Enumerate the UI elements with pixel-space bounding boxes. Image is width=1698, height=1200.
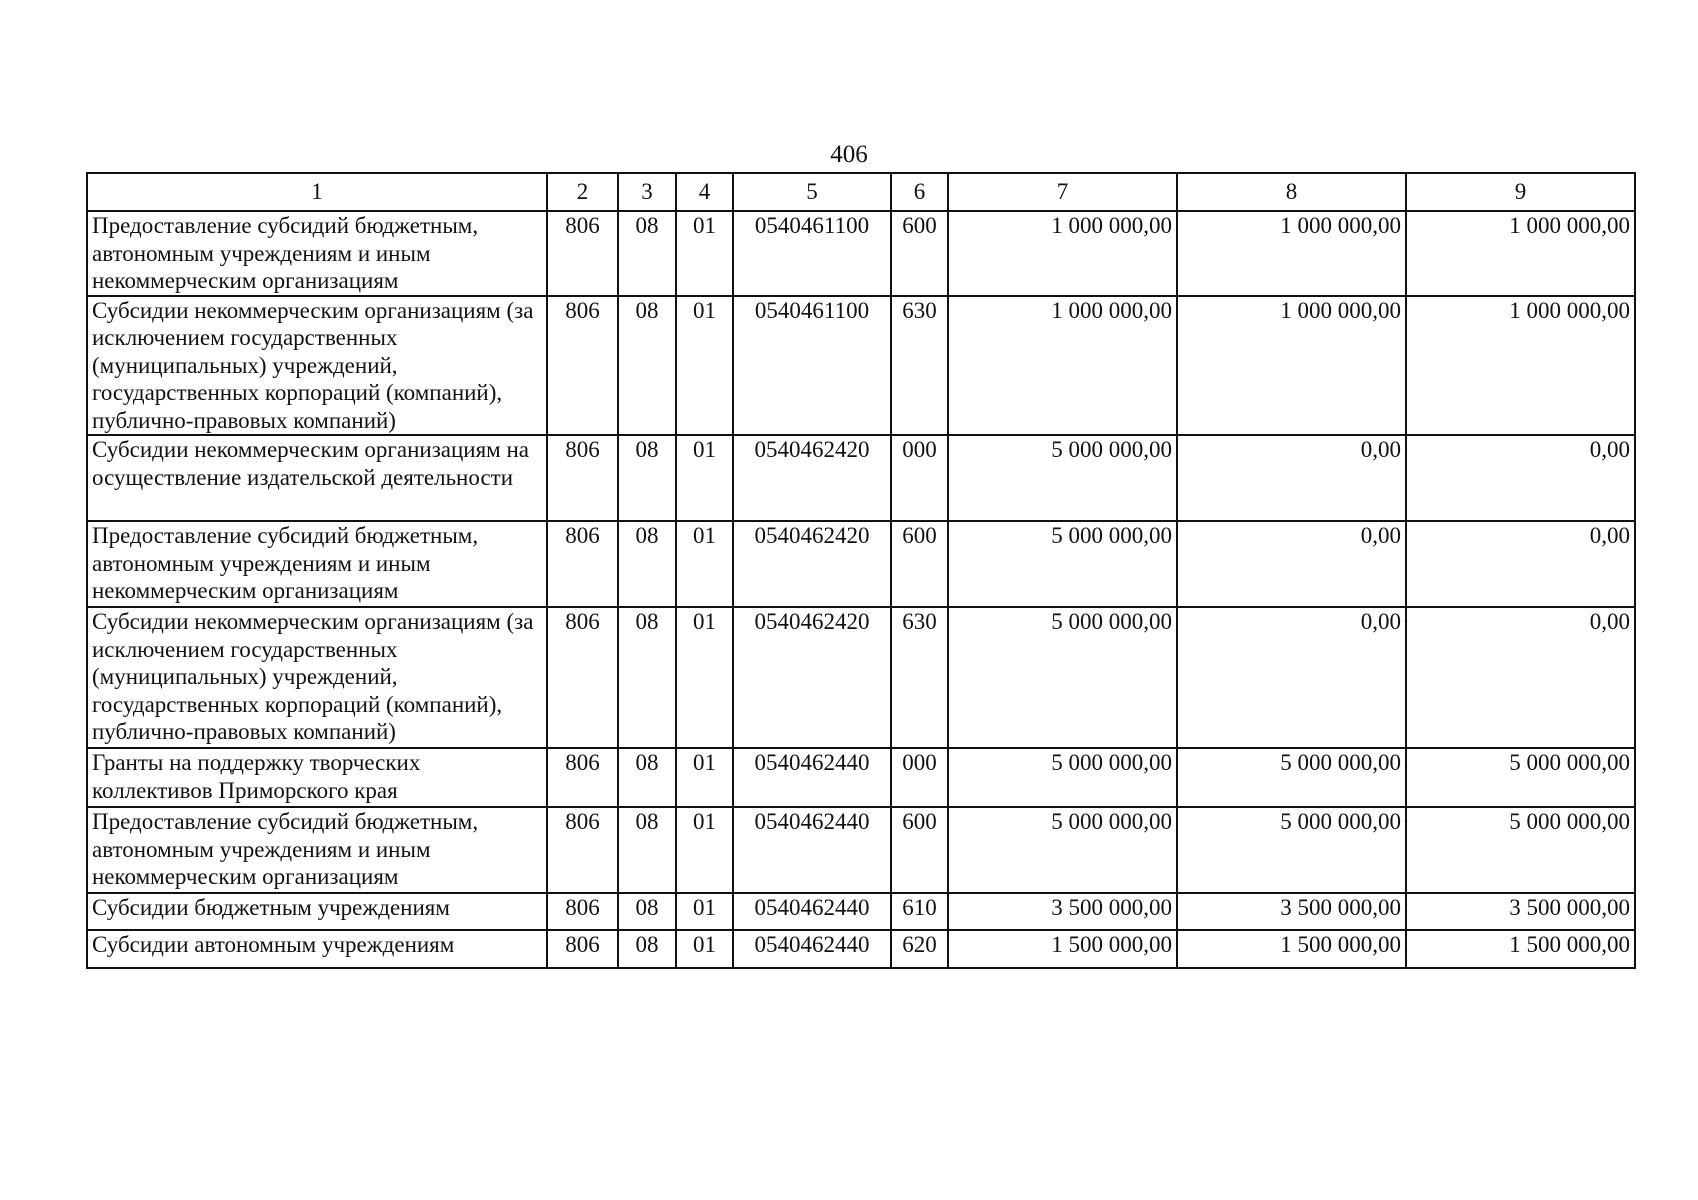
table-header [87, 173, 1635, 211]
row-col-4: 01 [676, 748, 733, 807]
row-col-7: 5 000 000,00 [948, 521, 1177, 607]
row-col-4: 01 [676, 521, 733, 607]
row-col-6: 000 [891, 435, 948, 521]
row-col-2: 806 [547, 296, 618, 436]
row-col-3: 08 [618, 930, 676, 968]
row-col-8: 5 000 000,00 [1177, 748, 1406, 807]
row-name: Субсидии некоммерческим организациям (за исключением государственных (муниципальных) учреждений, государственных корпораций (компаний), публично-правовых компаний) [87, 296, 547, 436]
row-col-2: 806 [547, 211, 618, 296]
column-header-4: 4 [676, 173, 733, 211]
table-row [87, 521, 1635, 607]
row-col-5: 0540462420 [733, 521, 891, 607]
row-col-5: 0540462420 [733, 607, 891, 748]
table-body [87, 211, 1635, 968]
row-col-2: 806 [547, 893, 618, 930]
row-col-5: 0540461100 [733, 211, 891, 296]
row-col-6: 630 [891, 296, 948, 436]
column-header-1: 1 [87, 173, 547, 211]
row-col-3: 08 [618, 521, 676, 607]
row-col-4: 01 [676, 211, 733, 296]
row-col-3: 08 [618, 296, 676, 436]
row-col-3: 08 [618, 807, 676, 893]
row-col-9: 5 000 000,00 [1406, 807, 1635, 893]
table-row [87, 930, 1635, 968]
row-col-5: 0540462440 [733, 930, 891, 968]
row-col-4: 01 [676, 607, 733, 748]
row-name: Предоставление субсидий бюджетным, автономным учреждениям и иным некоммерческим организациям [87, 211, 547, 296]
budget-table [86, 172, 1636, 969]
row-col-4: 01 [676, 893, 733, 930]
row-col-7: 5 000 000,00 [948, 748, 1177, 807]
row-col-9: 1 000 000,00 [1406, 296, 1635, 436]
row-col-2: 806 [547, 748, 618, 807]
row-col-7: 3 500 000,00 [948, 893, 1177, 930]
row-col-9: 0,00 [1406, 521, 1635, 607]
row-col-6: 630 [891, 607, 948, 748]
row-col-7: 1 000 000,00 [948, 211, 1177, 296]
row-col-6: 600 [891, 807, 948, 893]
column-header-9: 9 [1406, 173, 1635, 211]
row-col-8: 1 000 000,00 [1177, 296, 1406, 436]
row-col-4: 01 [676, 435, 733, 521]
row-name: Субсидии автономным учреждениям [87, 930, 547, 968]
row-col-9: 5 000 000,00 [1406, 748, 1635, 807]
row-col-8: 5 000 000,00 [1177, 807, 1406, 893]
row-col-5: 0540462440 [733, 748, 891, 807]
row-col-4: 01 [676, 930, 733, 968]
row-col-2: 806 [547, 930, 618, 968]
row-col-5: 0540462440 [733, 893, 891, 930]
column-header-7: 7 [948, 173, 1177, 211]
row-col-8: 0,00 [1177, 435, 1406, 521]
row-col-5: 0540462440 [733, 807, 891, 893]
row-col-5: 0540462420 [733, 435, 891, 521]
row-col-6: 600 [891, 211, 948, 296]
row-col-9: 0,00 [1406, 607, 1635, 748]
row-name: Субсидии бюджетным учреждениям [87, 893, 547, 930]
row-col-3: 08 [618, 607, 676, 748]
row-col-6: 620 [891, 930, 948, 968]
row-col-7: 5 000 000,00 [948, 807, 1177, 893]
row-col-9: 3 500 000,00 [1406, 893, 1635, 930]
table-row [87, 435, 1635, 521]
row-col-5: 0540461100 [733, 296, 891, 436]
row-col-3: 08 [618, 748, 676, 807]
row-col-9: 0,00 [1406, 435, 1635, 521]
row-col-2: 806 [547, 607, 618, 748]
row-name: Предоставление субсидий бюджетным, автономным учреждениям и иным некоммерческим организациям [87, 521, 547, 607]
row-col-8: 0,00 [1177, 521, 1406, 607]
row-col-7: 1 500 000,00 [948, 930, 1177, 968]
row-name: Гранты на поддержку творческих коллективов Приморского края [87, 748, 547, 807]
row-name: Субсидии некоммерческим организациям (за исключением государственных (муниципальных) учреждений, государственных корпораций (компаний), публично-правовых компаний) [87, 607, 547, 748]
column-header-2: 2 [547, 173, 618, 211]
row-name: Предоставление субсидий бюджетным, автономным учреждениям и иным некоммерческим организациям [87, 807, 547, 893]
row-name: Субсидии некоммерческим организациям на осуществление издательской деятельности [87, 435, 547, 521]
row-col-9: 1 500 000,00 [1406, 930, 1635, 968]
row-col-6: 000 [891, 748, 948, 807]
column-header-6: 6 [891, 173, 948, 211]
row-col-2: 806 [547, 435, 618, 521]
table-row [87, 296, 1635, 436]
table-row [87, 211, 1635, 296]
row-col-6: 610 [891, 893, 948, 930]
row-col-8: 1 000 000,00 [1177, 211, 1406, 296]
header-row [87, 173, 1635, 211]
table-row [87, 607, 1635, 748]
column-header-5: 5 [733, 173, 891, 211]
row-col-2: 806 [547, 807, 618, 893]
column-header-3: 3 [618, 173, 676, 211]
row-col-2: 806 [547, 521, 618, 607]
column-header-8: 8 [1177, 173, 1406, 211]
row-col-7: 5 000 000,00 [948, 607, 1177, 748]
row-col-3: 08 [618, 893, 676, 930]
row-col-3: 08 [618, 435, 676, 521]
page-number: 406 [830, 141, 868, 168]
table-row [87, 893, 1635, 930]
row-col-6: 600 [891, 521, 948, 607]
row-col-8: 3 500 000,00 [1177, 893, 1406, 930]
row-col-3: 08 [618, 211, 676, 296]
row-col-8: 1 500 000,00 [1177, 930, 1406, 968]
row-col-7: 5 000 000,00 [948, 435, 1177, 521]
row-col-7: 1 000 000,00 [948, 296, 1177, 436]
row-col-4: 01 [676, 296, 733, 436]
table-row [87, 807, 1635, 893]
table-row [87, 748, 1635, 807]
row-col-9: 1 000 000,00 [1406, 211, 1635, 296]
row-col-4: 01 [676, 807, 733, 893]
row-col-8: 0,00 [1177, 607, 1406, 748]
